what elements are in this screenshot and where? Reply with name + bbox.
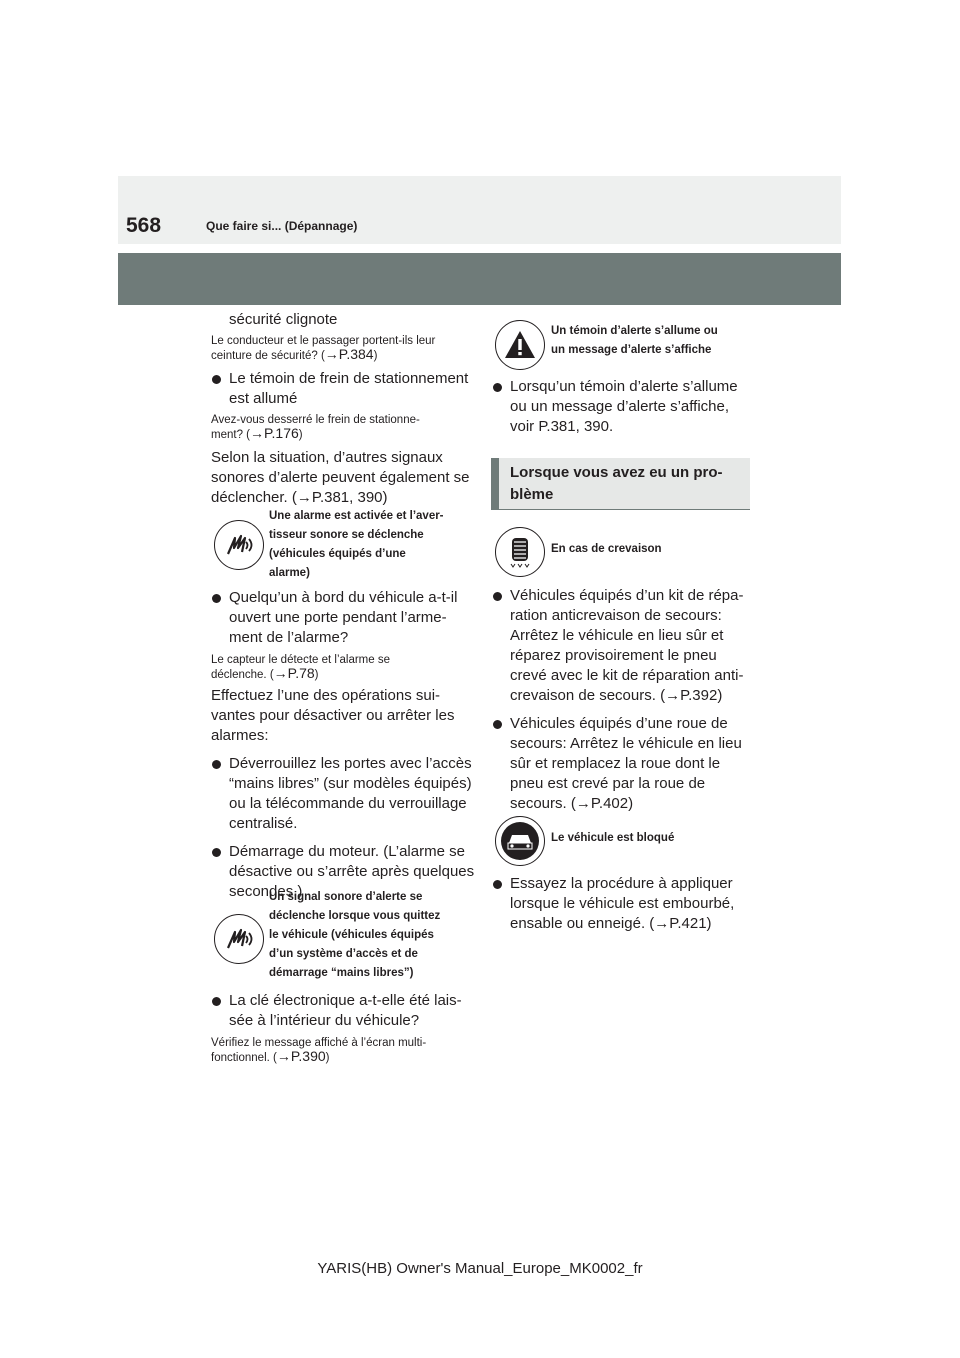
icon-caption: Une alarme est activée et l’aver- tisseur sonore se déclenche (véhicules équipés d’une alarme) [269, 510, 444, 579]
note-line: ment? (→P.176) [211, 425, 303, 441]
footer-text: YARIS(HB) Owner's Manual_Europe_MK0002_fr [317, 1260, 643, 1277]
bullet-item: Déverrouillez les portes avec l’accès “mains libres” (sur modèles équipés) ou la télécommande du verrouillage centralisé. [211, 754, 476, 834]
note: Le capteur le détecte et l’alarme se déclenche. (→P.78) [211, 654, 390, 681]
icon-caption: Le véhicule est bloqué [551, 832, 675, 844]
bullet-item: La clé électronique a-t-elle été lais- sée à l’intérieur du véhicule? [211, 991, 476, 1031]
icon-caption: En cas de crevaison [551, 543, 662, 555]
right-column-part2 [492, 586, 757, 814]
stuck-vehicle-icon [495, 816, 545, 866]
page-ref-link[interactable]: →P.176 [250, 425, 299, 441]
paragraph: Effectuez l’une des opérations sui- vantes pour désactiver ou arrêter les alarmes: [211, 687, 455, 744]
warning-triangle-icon [495, 320, 545, 370]
subheading: Lorsque vous avez eu un pro- blème [510, 464, 723, 503]
note [211, 335, 476, 363]
subheading-box [491, 458, 750, 510]
page-ref-link[interactable]: →P.78 [273, 665, 315, 681]
note-line: Avez-vous desserré le frein de stationne- [211, 414, 420, 426]
header-band [118, 253, 841, 305]
page-ref-link[interactable]: →P.390 [276, 1048, 326, 1064]
left-column [211, 310, 476, 508]
bullet-item: Essayez la procédure à appliquer lorsque le véhicule est embourbé, ensable ou enneigé. (→P.421) [492, 874, 757, 934]
paragraph: Selon la situation, d’autres signaux sonores d’alerte peuvent également se déclencher. (→P.381, 390) [211, 449, 470, 506]
bullet-item: Démarrage du moteur. (L’alarme se désactive ou s’arrête après quelques secondes.) [211, 842, 476, 902]
flat-tire-icon [495, 527, 545, 577]
icon-caption: Un témoin d’alerte s’allume ou un message d’alerte s’affiche [551, 325, 718, 356]
alarm-icon [214, 914, 264, 964]
header-bar [118, 176, 841, 244]
alarm-icon [214, 520, 264, 570]
bullet-item: Le témoin de frein de stationnement est allumé [211, 369, 476, 409]
left-column-part3 [211, 991, 476, 1065]
note-line: Le conducteur et le passager portent-ils leur [211, 335, 436, 347]
note: Vérifiez le message affiché à l’écran multi- fonctionnel. (→P.390) [211, 1037, 427, 1064]
note [211, 414, 476, 442]
bullet-item: Véhicules équipés d’une roue de secours: Arrêtez le véhicule en lieu sûr et remplacez la roue dont le pneu est crevé par la roue de secours. (→P.402) [492, 714, 757, 814]
note-line: ceinture de sécurité? (→P.384) [211, 346, 378, 362]
page-number: 568 [126, 214, 162, 237]
text-line: sécurité clignote [229, 311, 338, 328]
bullet-item: Quelqu’un à bord du véhicule a-t-il ouvert une porte pendant l’arme- ment de l’alarme? [211, 588, 476, 648]
bullet-item: Lorsqu’un témoin d’alerte s’allume ou un message d’alerte s’affiche, voir P.381, 390. [492, 377, 757, 437]
bullet-item: Véhicules équipés d’un kit de répa- ration anticrevaison de secours: Arrêtez le véhicule en lieu sûr et réparez provisoirement le pneu crevé avec le kit de réparation anti- crevaison de secours. (→P.392) [492, 586, 757, 706]
icon-caption: Un signal sonore d’alerte se déclenche lorsque vous quittez le véhicule (véhicules équipés d’un système d’accès et de démarrage “mains libres”) [269, 891, 441, 979]
right-column [492, 377, 757, 437]
right-column-part3 [492, 874, 757, 934]
section-title: Que faire si... (Dépannage) [206, 219, 358, 233]
left-column-part2 [211, 588, 476, 902]
page-ref-link[interactable]: →P.384 [324, 346, 374, 362]
